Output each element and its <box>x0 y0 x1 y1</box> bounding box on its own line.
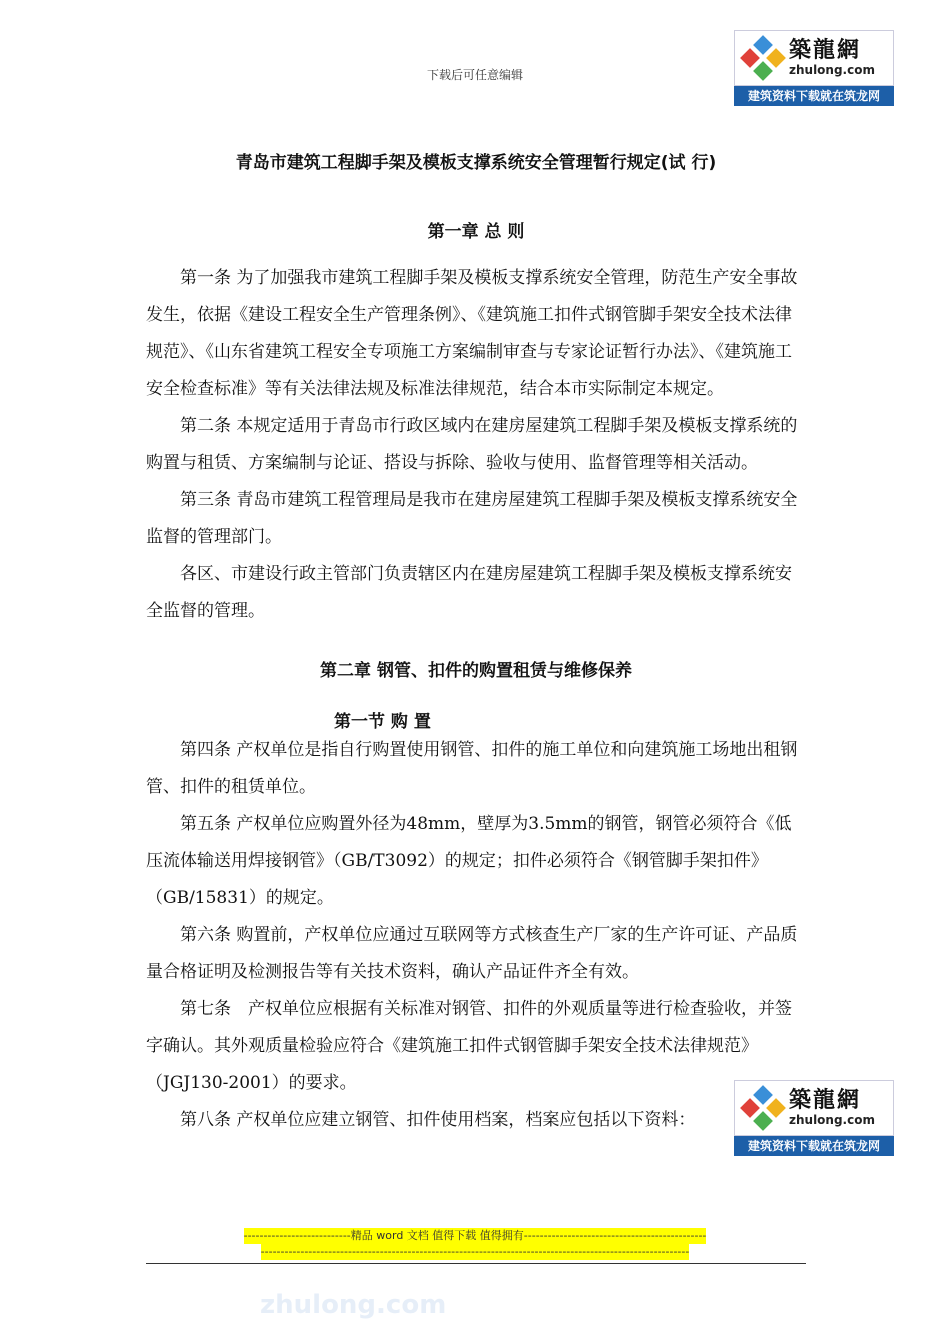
footer-rule <box>146 1263 806 1264</box>
header-note: 下载后可任意编辑 <box>426 68 523 82</box>
logo-cn: 築龍網 <box>789 38 862 63</box>
zhulong-logo-mark-icon <box>743 38 783 78</box>
logo-en: zhulong.com <box>789 63 875 77</box>
chapter1-heading: 第一章 总 则 <box>427 222 525 242</box>
footer-banner <box>0 1228 950 1260</box>
zhulong-logo-top <box>734 30 894 106</box>
logo-bar: 建筑资料下载就在筑龙网 <box>734 86 894 106</box>
article-3-cont: 各区、市建设行政主管部门负责辖区内在建房屋建筑工程脚手架及模板支撑系统安全监督的管理。 <box>146 564 792 621</box>
section1-heading: 第一节 购 置 <box>334 712 431 732</box>
article-3: 第三条 青岛市建筑工程管理局是我市在建房屋建筑工程脚手架及模板支撑系统安全监督的管理部门。 <box>146 490 798 547</box>
article-1: 第一条 为了加强我市建筑工程脚手架及模板支撑系统安全管理，防范生产安全事故发生，依据《建设工程安全生产管理条例》、《建筑施工扣件式钢管脚手架安全技术法律规范》、《山东省建筑工程安全专项施工方案编制审查与专家论证暂行办法》、《建筑施工安全检查标准》等有关法律法规及标准法律规范，结合本市实际制定本规定。 <box>146 268 798 399</box>
article-8: 第八条 产权单位应建立钢管、扣件使用档案，档案应包括以下资料： <box>180 1110 696 1130</box>
chapter2-heading: 第二章 钢管、扣件的购置租赁与维修保养 <box>320 661 632 681</box>
article-4: 第四条 产权单位是指自行购置使用钢管、扣件的施工单位和向建筑施工场地出租钢管、扣件的租赁单位。 <box>146 740 798 797</box>
logo-bar: 建筑资料下载就在筑龙网 <box>734 1136 894 1156</box>
footer-line-1: ---------------------------精品 word 文档 值得下载 值得拥有---------------------------------------------- <box>243 1229 707 1242</box>
document-body <box>146 148 806 1139</box>
zhulong-logo-mark-icon <box>743 1088 783 1128</box>
logo-cn: 築龍網 <box>789 1088 862 1113</box>
logo-en: zhulong.com <box>789 1113 875 1127</box>
article-5: 第五条 产权单位应购置外径为48mm，壁厚为3.5mm的钢管，钢管必须符合《低压流体输送用焊接钢管》（GB/T3092）的规定；扣件必须符合《钢管脚手架扣件》（GB/15831）的规定。 <box>146 814 792 908</box>
article-6: 第六条 购置前，产权单位应通过互联网等方式核查生产厂家的生产许可证、产品质量合格证明及检测报告等有关技术资料，确认产品证件齐全有效。 <box>146 925 798 982</box>
article-2: 第二条 本规定适用于青岛市行政区域内在建房屋建筑工程脚手架及模板支撑系统的购置与租赁、方案编制与论证、搭设与拆除、验收与使用、监督管理等相关活动。 <box>146 416 798 473</box>
article-7: 第七条 产权单位应根据有关标准对钢管、扣件的外观质量等进行检查验收，并签字确认。其外观质量检验应符合《建筑施工扣件式钢管脚手架安全技术法律规范》（JGJ130-2001）的要求。 <box>146 999 792 1093</box>
doc-title: 青岛市建筑工程脚手架及模板支撑系统安全管理暂行规定(试 行) <box>235 153 717 173</box>
footer-line-2: ------------------------------------------------------------------------------------------------------------ <box>260 1245 690 1258</box>
zhulong-logo-bottom <box>734 1080 894 1156</box>
watermark: zhulong.com <box>260 1290 447 1320</box>
